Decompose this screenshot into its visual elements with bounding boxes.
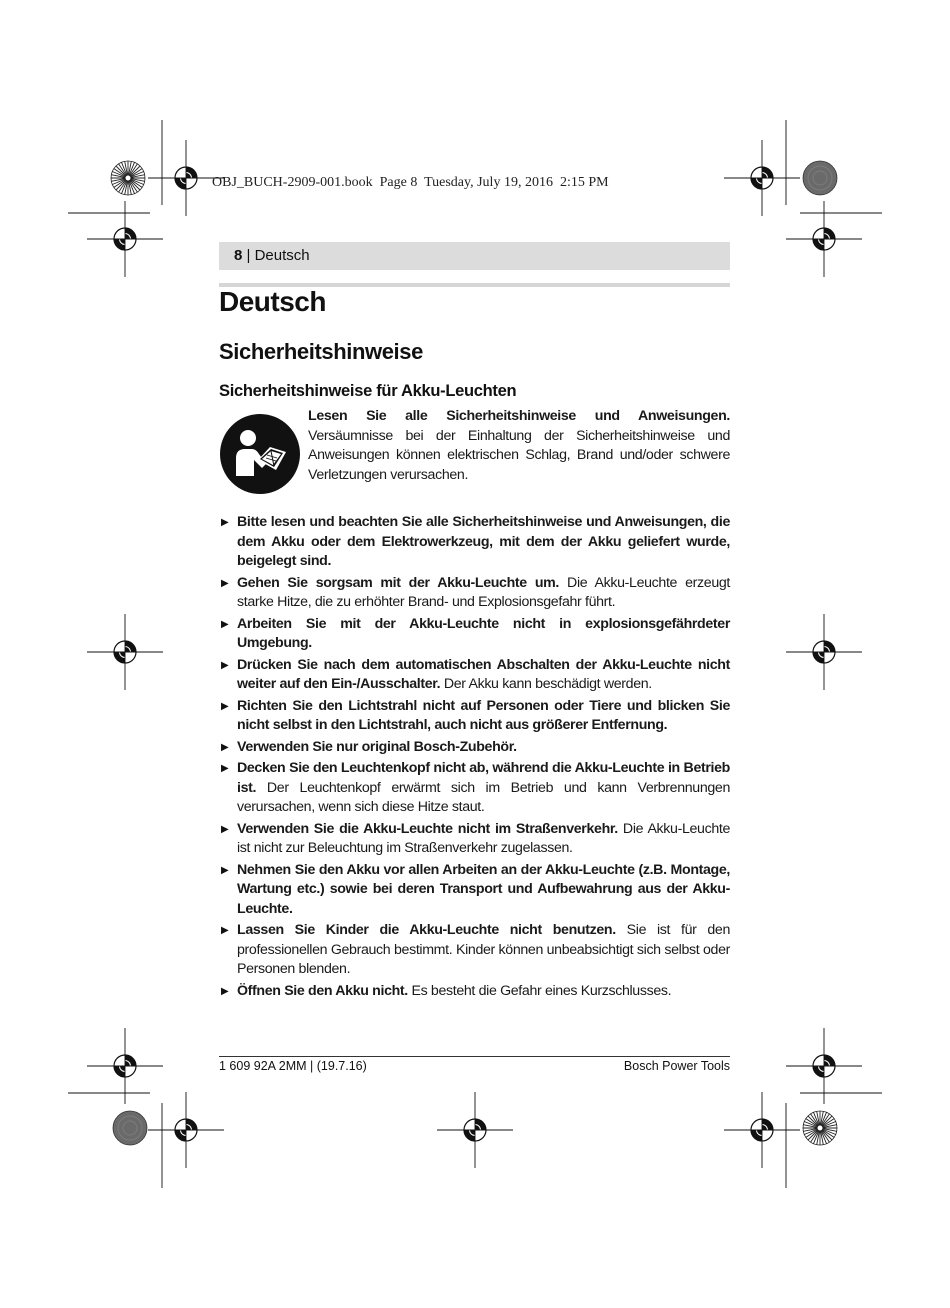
intro-bold: Lesen Sie alle Sicherheitshinweise und Anweisungen.: [308, 408, 730, 424]
registration-mark-icon: [87, 201, 163, 277]
bullet-arrow-icon: ▶: [221, 823, 229, 835]
registration-mark-icon: [724, 1092, 800, 1168]
list-item-bold: Verwenden Sie nur original Bosch-Zubehör.: [237, 738, 517, 755]
bullet-arrow-icon: ▶: [221, 517, 229, 528]
list-item: [219, 738, 730, 758]
list-item-text: Es besteht die Gefahr eines Kurzschlusses.: [407, 982, 672, 999]
footer-brand: Bosch Power Tools: [623, 1059, 730, 1073]
registration-mark-icon: [786, 201, 862, 277]
footer-doc-number: 1 609 92A 2MM | (19.7.16): [219, 1059, 367, 1073]
gray-patch-icon: [113, 1111, 147, 1145]
list-item-bold: Richten Sie den Lichtstrahl nicht auf Personen oder Tiere und blicken Sie nicht selbst in den Lichtstrahl, auch nicht aus größerer Entfernung.: [237, 697, 730, 733]
color-wheel-icon: [111, 161, 145, 195]
list-item-bold: Drücken Sie nach dem automatischen Abschalten der Akku-Leuchte nicht weiter auf den Ein-/Ausschalter.: [237, 656, 730, 692]
intro-paragraph: [308, 407, 730, 485]
list-item: [219, 820, 730, 859]
registration-mark-icon: [148, 1092, 224, 1168]
running-header: [219, 242, 730, 270]
page-title: Deutsch: [219, 286, 326, 317]
registration-mark-icon: [87, 614, 163, 690]
bullet-arrow-icon: ▶: [221, 864, 229, 876]
list-item-text: Der Leuchtenkopf erwärmt sich im Betrieb und kann Verbrennungen verursachen, wenn sich diese Hitze staut.: [237, 779, 730, 815]
list-item-bold: Öffnen Sie den Akku nicht.: [237, 982, 408, 999]
list-item: [219, 921, 730, 980]
section-heading: Sicherheitshinweise: [219, 339, 423, 364]
header-separator: |: [242, 247, 255, 264]
list-item-bold: Lassen Sie Kinder die Akku-Leuchte nicht benutzen.: [237, 922, 616, 938]
subsection-heading: Sicherheitshinweise für Akku-Leuchten: [219, 382, 517, 400]
registration-mark-icon: [786, 614, 862, 690]
read-manual-icon: [220, 414, 300, 494]
page-number: 8: [234, 247, 243, 264]
list-item: [219, 656, 730, 695]
intro-text: Versäumnisse bei der Einhaltung der Sicherheitshinweise und Anweisungen können elektrischen Schlag, Brand und/oder schwere Verletzungen verursachen.: [308, 427, 730, 483]
gray-patch-icon: [803, 161, 837, 195]
list-item-bold: Nehmen Sie den Akku vor allen Arbeiten an der Akku-Leuchte (z.B. Montage, Wartung etc.) sowie bei deren Transport und Aufbewahrung aus der Akku-Leuchte.: [237, 861, 730, 917]
bullet-arrow-icon: ▶: [221, 659, 229, 671]
list-item: [219, 615, 730, 654]
bullet-arrow-icon: ▶: [221, 741, 229, 753]
bullet-arrow-icon: ▶: [221, 700, 229, 712]
list-item: [219, 513, 730, 572]
bullet-arrow-icon: ▶: [221, 985, 229, 997]
footer-rule: [219, 1056, 730, 1057]
list-item-bold: Bitte lesen und beachten Sie alle Sicherheitshinweise und Anweisungen, die dem Akku oder dem Elektrowerkzeug, mit dem der Akku geliefert wurde, beigelegt sind.: [237, 514, 730, 569]
list-item-text: Der Akku kann beschädigt werden.: [440, 676, 652, 692]
print-slug: OBJ_BUCH-2909-001.book Page 8 Tuesday, July 19, 2016 2:15 PM: [212, 175, 609, 190]
list-item-bold: Arbeiten Sie mit der Akku-Leuchte nicht in explosionsgefährdeter Umgebung.: [237, 615, 730, 651]
bullet-arrow-icon: ▶: [221, 618, 229, 630]
list-item: [219, 574, 730, 613]
registration-mark-icon: [437, 1092, 513, 1168]
color-wheel-icon: [803, 1111, 837, 1145]
list-item: [219, 861, 730, 920]
safety-list: [219, 513, 730, 1003]
bullet-arrow-icon: ▶: [221, 763, 229, 774]
bullet-arrow-icon: ▶: [221, 925, 229, 936]
header-section: Deutsch: [254, 247, 310, 264]
registration-mark-icon: [724, 140, 800, 216]
list-item-bold: Verwenden Sie die Akku-Leuchte nicht im Straßenverkehr.: [237, 820, 618, 837]
list-item-bold: Decken Sie den Leuchtenkopf nicht ab, während die Akku-Leuchte in Betrieb ist.: [237, 760, 730, 796]
list-item-text: Die Akku-Leuchte erzeugt starke Hitze, die zu erhöhter Brand- und Explosionsgefahr führt.: [237, 574, 730, 610]
bullet-arrow-icon: ▶: [221, 577, 229, 589]
list-item: [219, 697, 730, 736]
list-item-bold: Gehen Sie sorgsam mit der Akku-Leuchte um.: [237, 574, 560, 591]
list-item: [219, 982, 730, 1002]
list-item-text: Die Akku-Leuchte ist nicht zur Beleuchtung im Straßenverkehr zugelassen.: [237, 820, 730, 856]
list-item: [219, 759, 730, 818]
list-item-text: Sie ist für den professionellen Gebrauch bestimmt. Kinder können unbeabsichtigt sich selbst oder Personen blenden.: [237, 922, 731, 977]
